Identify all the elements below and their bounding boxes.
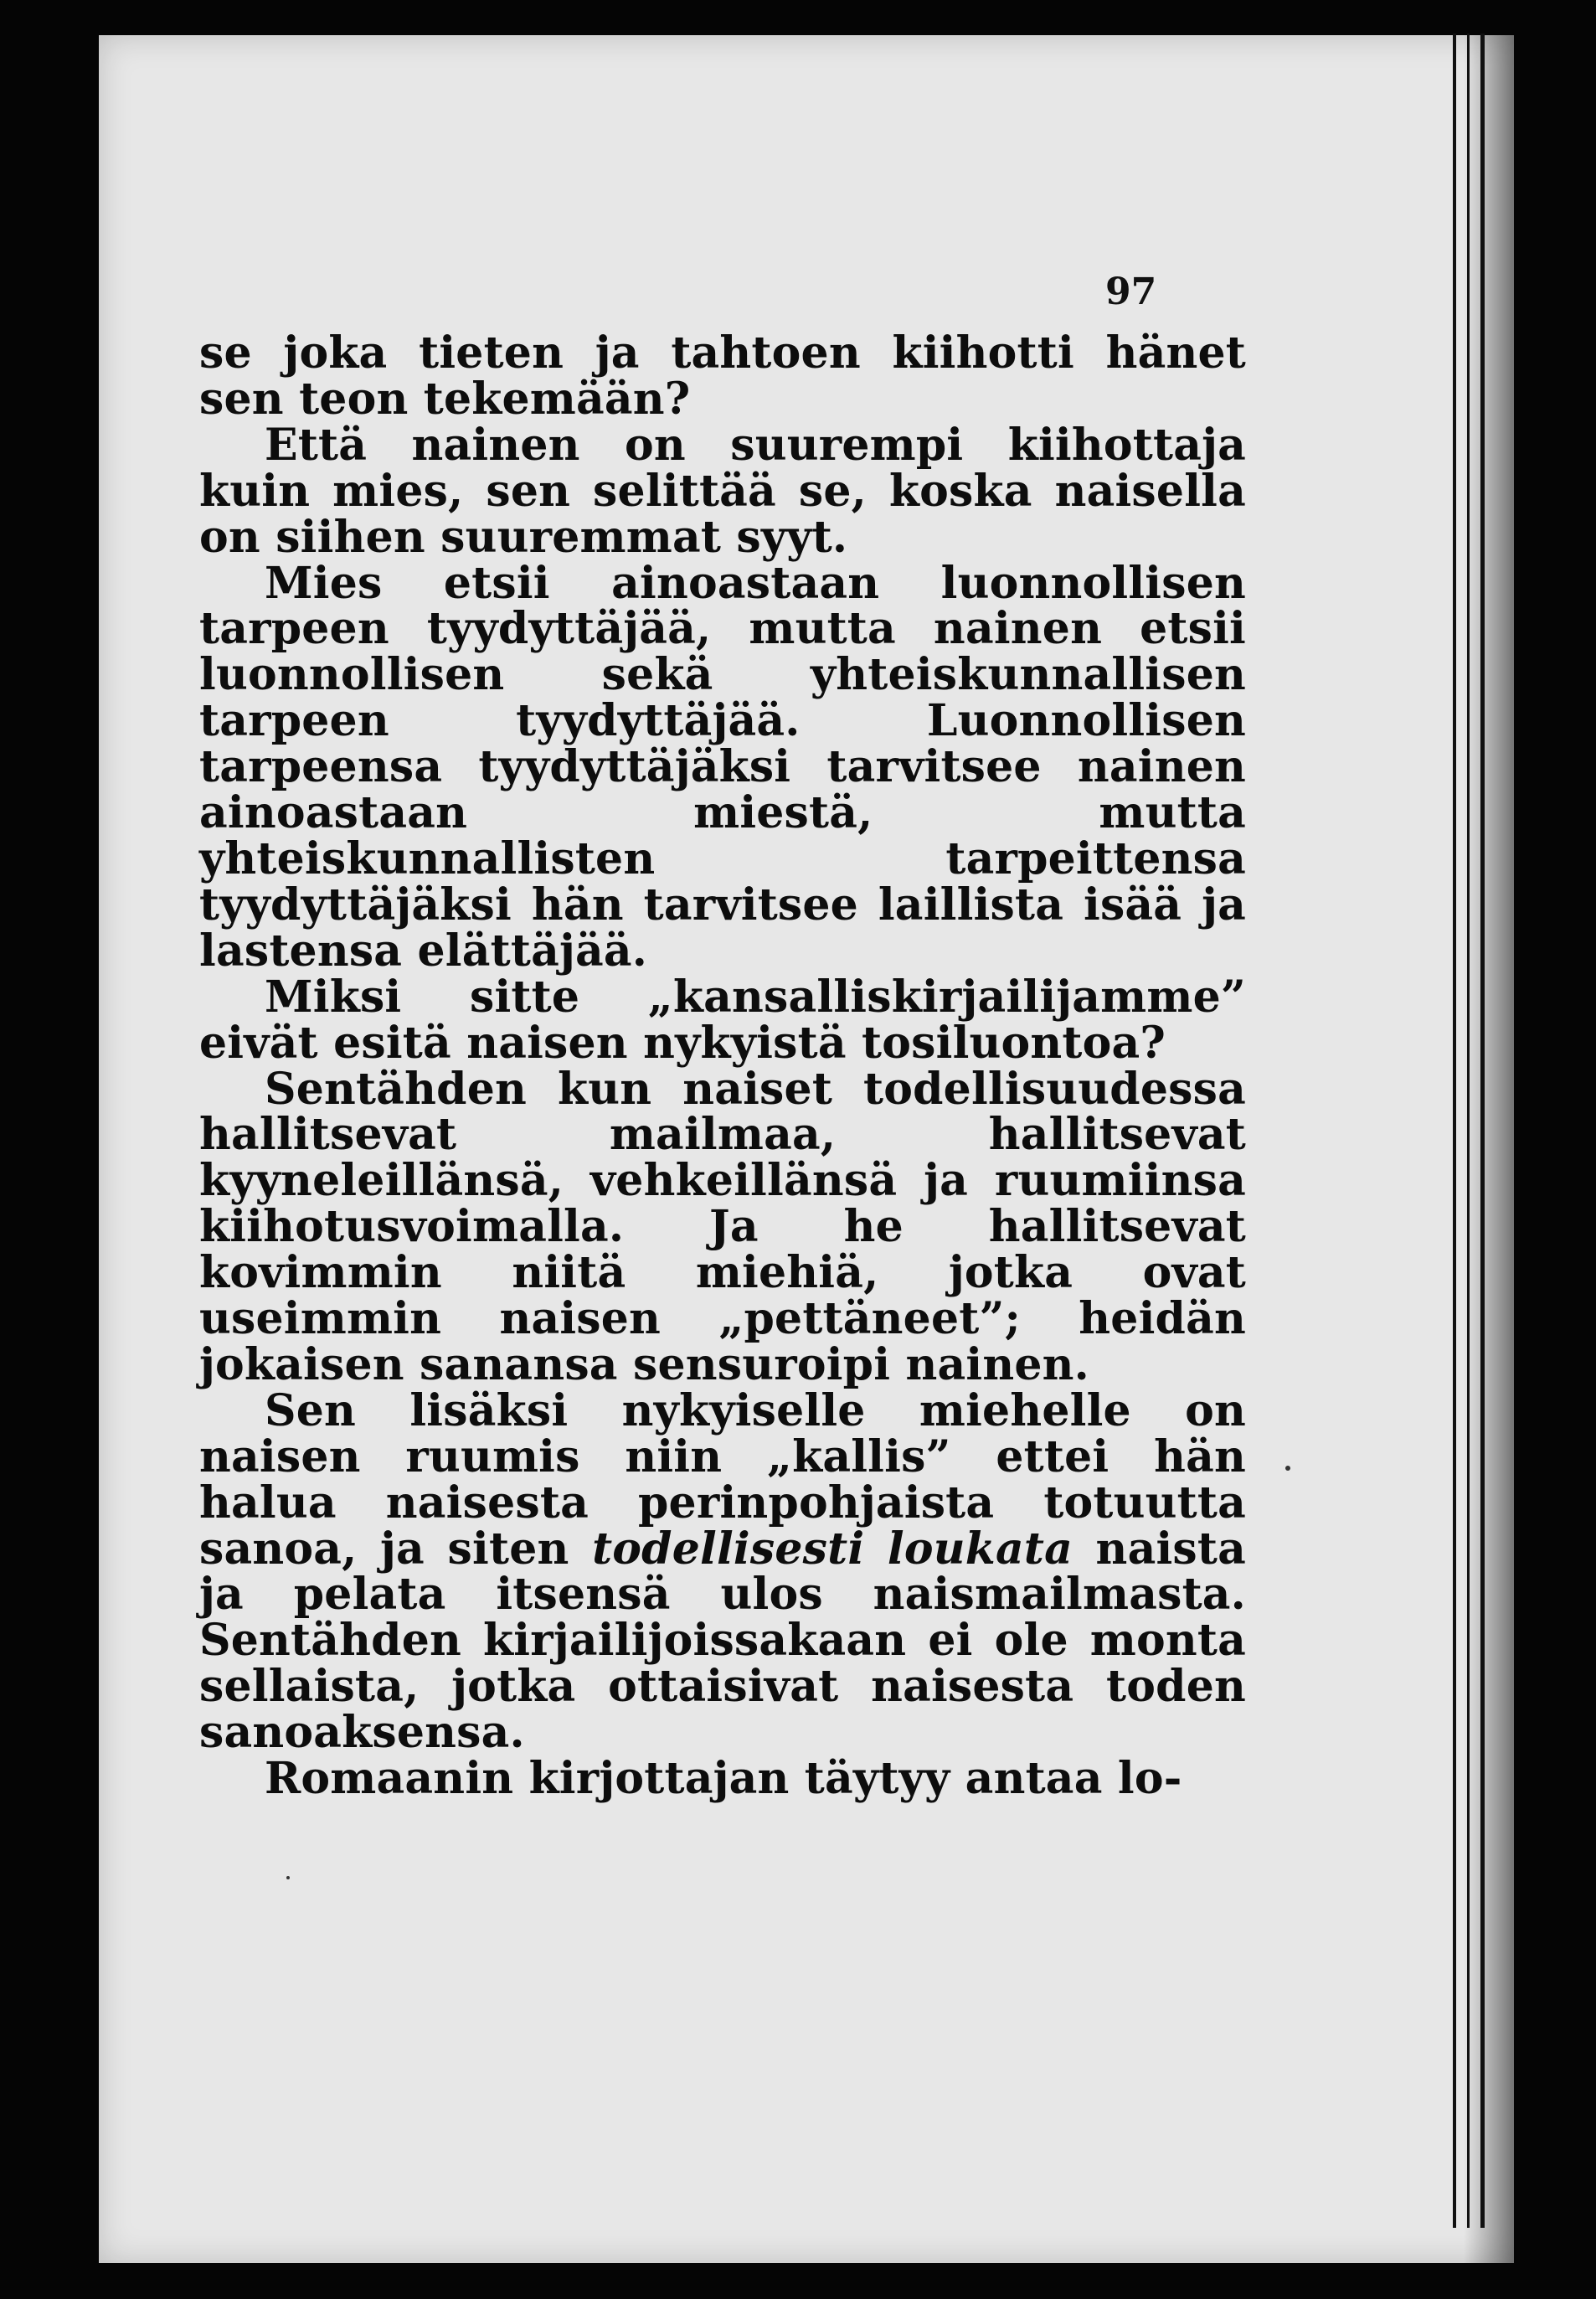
paragraph: Että nainen on suurempi kiihottaja kuin mies, sen selittää se, koska naisella on siihen suuremmat syyt. <box>199 419 1246 563</box>
paragraph: Romaanin kirjottajan täytyy antaa lo- <box>265 1753 1182 1805</box>
paragraph-text: naista ja pelata itsensä ulos naismailmasta. Sentähden kirjailijoissakaan ei ole monta sellaista, jotka ottaisivat naisesta toden sanoaksensa. <box>199 1523 1246 1759</box>
scan-speck <box>1285 1466 1290 1471</box>
paragraph: se joka tieten ja tahtoen kiihotti hänet sen teon tekemään? <box>199 327 1246 425</box>
paragraph <box>199 1384 1246 1759</box>
page-number: 97 <box>1105 271 1157 313</box>
paragraph: Miksi sitte „kansalliskirjailijamme” eivät esitä naisen nykyistä tosiluontoa? <box>199 971 1246 1069</box>
page-gutter-shadow <box>1464 35 1514 2263</box>
page-edge-line <box>1467 34 1470 2228</box>
paragraph: Mies etsii ainoastaan luonnollisen tarpeen tyydyttäjää, mutta nainen etsii luonnollisen sekä yhteiskunnallisen tarpeen tyydyttäjää. Luonnollisen tarpeensa tyydyttäjäksi tarvitsee nainen ainoastaan miestä, mutta yhteiskunnallisten tarpeittensa tyydyttäjäksi hän tarvitsee laillista isää ja lastensa elättäjää. <box>199 557 1246 977</box>
page-edge-line <box>1453 34 1456 2228</box>
paragraph: Sentähden kun naiset todellisuudessa hallitsevat mailmaa, hallitsevat kyyneleillänsä, vehkeillänsä ja ruumiinsa kiihotusvoimalla. Ja he hallitsevat kovimmin niitä miehiä, jotka ovat useimmin naisen „pettäneet”; heidän jokaisen sanansa sensuroipi nainen. <box>199 1063 1246 1390</box>
page-edge-line <box>1480 34 1485 2228</box>
body-text <box>199 327 1246 1805</box>
emphasized-text: todellisesti loukata <box>592 1523 1073 1575</box>
scan-speck <box>286 1876 290 1879</box>
paragraph-text: Sen lisäksi nykyiselle miehelle on naisen ruumis niin „kallis” ettei hän halua naisesta perinpohjaista totuutta sanoa, ja siten <box>199 1384 1246 1575</box>
